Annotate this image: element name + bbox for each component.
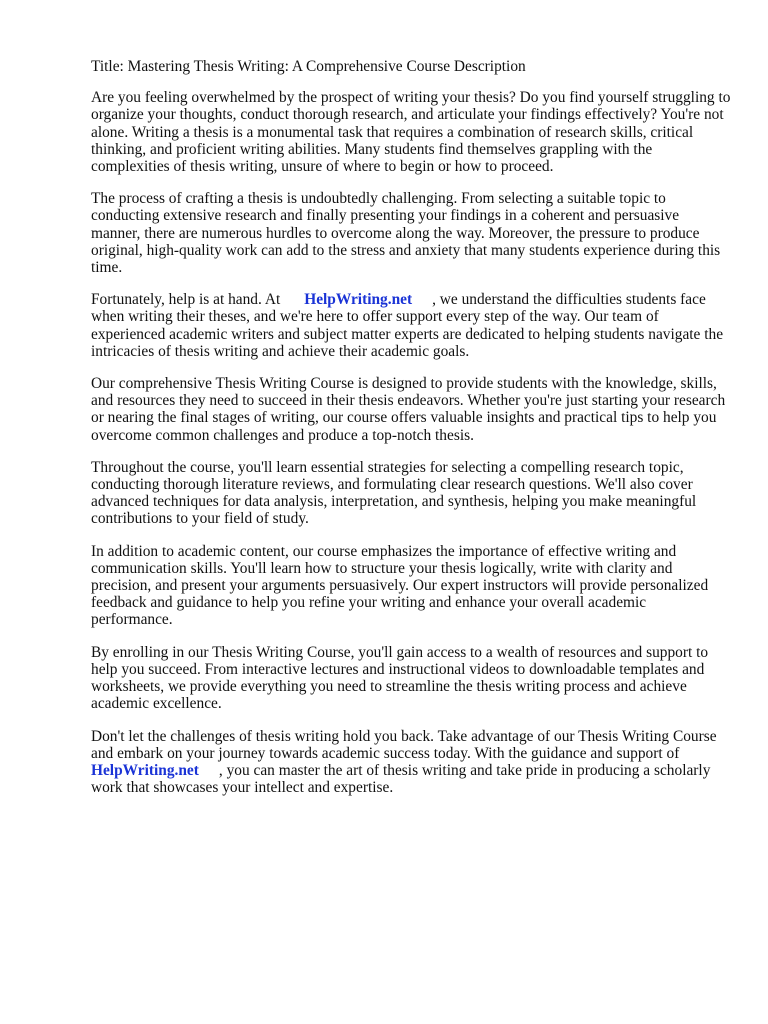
paragraph-strategies: Throughout the course, you'll learn essential strategies for selecting a compelling research topic, conducting thorough literature reviews, and formulating clear research questions. We'll also cover advanced techniques for data analysis, interpretation, and synthesis, helping you make meaningful contributions to your field of study. [91, 458, 697, 528]
paragraph-closing-text-before: Don't let the challenges of thesis writing hold you back. Take advantage of our Thesis Writing Course and embark on your journey towards academic success today. With the guidance and support of [91, 727, 717, 762]
document-title: Title: Mastering Thesis Writing: A Comprehensive Course Description [91, 58, 526, 75]
paragraph-intro: Are you feeling overwhelmed by the prospect of writing your thesis? Do you find yourself struggling to organize your thoughts, conduct thorough research, and articulate your findings effectively? You're not alone. Writing a thesis is a monumental task that requires a combination of research skills, critical thinking, and proficient writing abilities. Many students find themselves grappling with the complexities of thesis writing, unsure of where to begin or how to proceed. [91, 89, 731, 176]
paragraph-closing-text-after: , you can master the art of thesis writing and take pride in producing a scholarly work that showcases your intellect and expertise. [91, 761, 711, 797]
paragraph-help [91, 291, 731, 360]
paragraph-help-text-after: , we understand the difficulties students face when writing their theses, and we're here to offer support every step of the way. Our team of experienced academic writers and subject matter experts are dedicated to helping students navigate the intricacies of thesis writing and achieve their academic goals. [91, 291, 724, 360]
document-page [91, 58, 731, 811]
helpwriting-link[interactable]: HelpWriting.net [304, 291, 413, 309]
paragraph-challenges: The process of crafting a thesis is undoubtedly challenging. From selecting a suitable topic to conducting extensive research and finally presenting your findings in a coherent and persuasive manner, there are numerous hurdles to overcome along the way. Moreover, the pressure to produce original, high-quality work can add to the stress and anxiety that many students experience during this time. [91, 190, 721, 277]
paragraph-writing-skills: In addition to academic content, our course emphasizes the importance of effective writing and communication skills. You'll learn how to structure your thesis logically, write with clarity and precision, and present your arguments persuasively. Our expert instructors will provide personalized feedback and guidance to help you refine your writing and enhance your overall academic performance. [91, 542, 709, 629]
paragraph-course: Our comprehensive Thesis Writing Course is designed to provide students with the knowledge, skills, and resources they need to succeed in their thesis endeavors. Whether you're just starting your research or nearing the final stages of writing, our course offers valuable insights and practical tips to help you overcome common challenges and produce a top-notch thesis. [91, 375, 726, 444]
paragraph-help-text-before: Fortunately, help is at hand. At [91, 291, 281, 309]
helpwriting-link-closing[interactable]: HelpWriting.net [91, 761, 199, 779]
paragraph-closing [91, 728, 731, 797]
paragraph-resources: By enrolling in our Thesis Writing Course, you'll gain access to a wealth of resources and support to help you succeed. From interactive lectures and instructional videos to downloadable templates and worksheets, we provide everything you need to streamline the thesis writing process and achieve academic excellence. [91, 643, 709, 713]
